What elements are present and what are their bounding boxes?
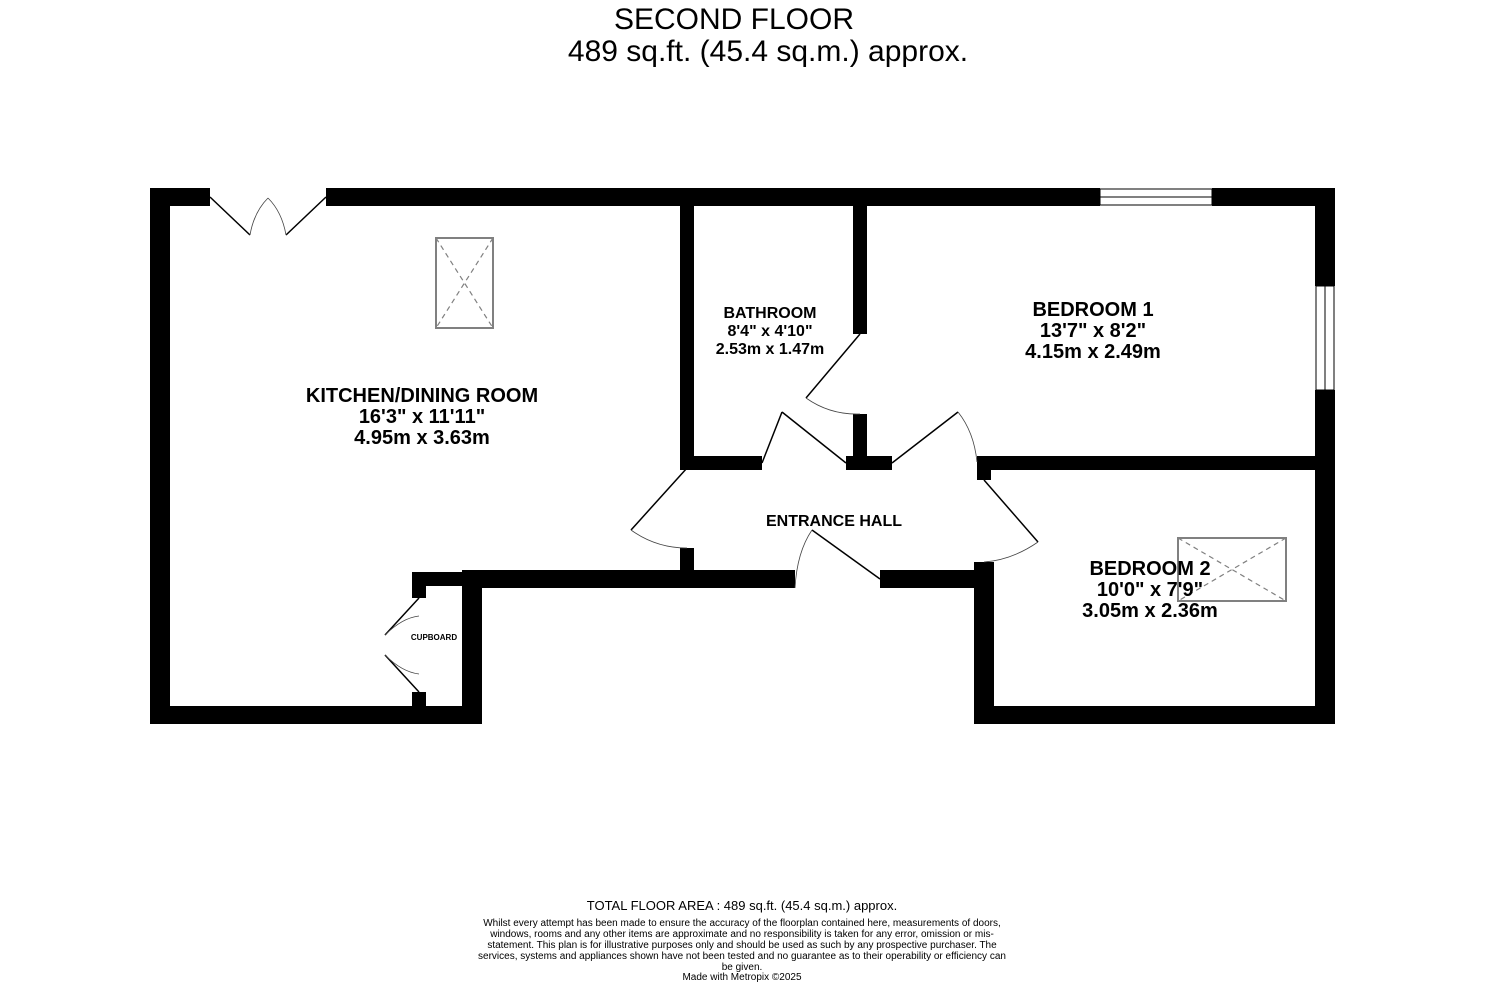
floor-area: 489 sq.ft. (45.4 sq.m.) approx.	[567, 35, 969, 68]
room-kitchen-label	[306, 386, 538, 449]
room-bedroom2-imperial: 10'0" x 7'9"	[1096, 579, 1204, 601]
wall-bottom-left	[150, 706, 482, 724]
room-bathroom-label	[716, 305, 825, 359]
wall-right-middle	[1315, 390, 1335, 724]
footer-total-area: TOTAL FLOOR AREA : 489 sq.ft. (45.4 sq.m.) approx.	[586, 898, 898, 913]
room-hall-name: ENTRANCE HALL	[766, 513, 902, 530]
door-bedroom1	[892, 412, 977, 463]
wall-bath-bottom-left	[680, 456, 762, 470]
room-hall-label	[766, 513, 902, 531]
door-bath-hall	[762, 412, 846, 463]
room-bedroom1-label	[1025, 300, 1161, 363]
wall-bed2-left	[974, 562, 994, 724]
room-bathroom-imperial: 8'4" x 4'10"	[727, 323, 813, 340]
door-kitchen-hall	[631, 468, 687, 548]
footer-disclaimer: Whilst every attempt has been made to ensure the accuracy of the floorplan contained here, measurements of doors, windows, rooms and any other items are approximate and no responsibility is taken for any error, omission or mis-statement. This plan is for illustrative purposes only and should be used as such by any prospective purchaser. The services, systems and appliances shown have not been tested and no guarantee as to their operability or efficiency can be given.	[478, 918, 1006, 973]
wall-cupboard-stub-bottom	[412, 692, 426, 708]
door-bedroom2	[984, 480, 1038, 562]
room-bathroom-name: BATHROOM	[723, 305, 817, 322]
room-bedroom1-name: BEDROOM 1	[1032, 299, 1154, 321]
room-kitchen-name: KITCHEN/DINING ROOM	[305, 385, 539, 407]
wall-cupboard-stub-top	[412, 572, 426, 598]
footer-made-with: Made with Metropix ©2025	[682, 972, 802, 983]
room-cupboard-label	[411, 633, 457, 643]
wall-bed2-bottom	[974, 706, 1335, 724]
wall-bed2-door-stub	[977, 456, 991, 480]
room-kitchen-metric: 4.95m x 3.63m	[354, 427, 490, 449]
wall-kitchen-right-lower	[462, 570, 482, 724]
wall-right-upper	[1315, 188, 1335, 286]
walls	[150, 188, 1335, 724]
wall-bath-bed1-lower	[853, 414, 867, 470]
door-cupboard	[385, 598, 419, 692]
room-kitchen-imperial: 16'3" x 11'11"	[358, 406, 486, 428]
room-bedroom2-name: BEDROOM 2	[1089, 558, 1211, 580]
wall-kitchen-hall-stub	[680, 548, 694, 588]
room-bedroom2-metric: 3.05m x 2.36m	[1082, 600, 1218, 622]
wall-bed1-bed2	[977, 456, 1335, 470]
wall-bath-bottom-right	[846, 456, 892, 470]
room-cupboard-name: CUPBOARD	[410, 633, 458, 642]
room-bedroom1-imperial: 13'7" x 8'2"	[1039, 320, 1147, 342]
door-kitchen-double	[210, 197, 326, 235]
wall-kitchen-bath	[680, 188, 694, 468]
room-bedroom1-metric: 4.15m x 2.49m	[1025, 341, 1161, 363]
room-bedroom2-label	[1082, 559, 1218, 622]
wall-left	[150, 188, 170, 724]
wall-top-middle	[326, 188, 1100, 206]
room-bathroom-metric: 2.53m x 1.47m	[715, 341, 825, 358]
wall-bath-bed1-upper	[853, 188, 867, 334]
floor-title: SECOND FLOOR	[613, 3, 855, 36]
wall-hall-bottom-left	[462, 570, 795, 588]
door-entrance	[795, 530, 880, 588]
